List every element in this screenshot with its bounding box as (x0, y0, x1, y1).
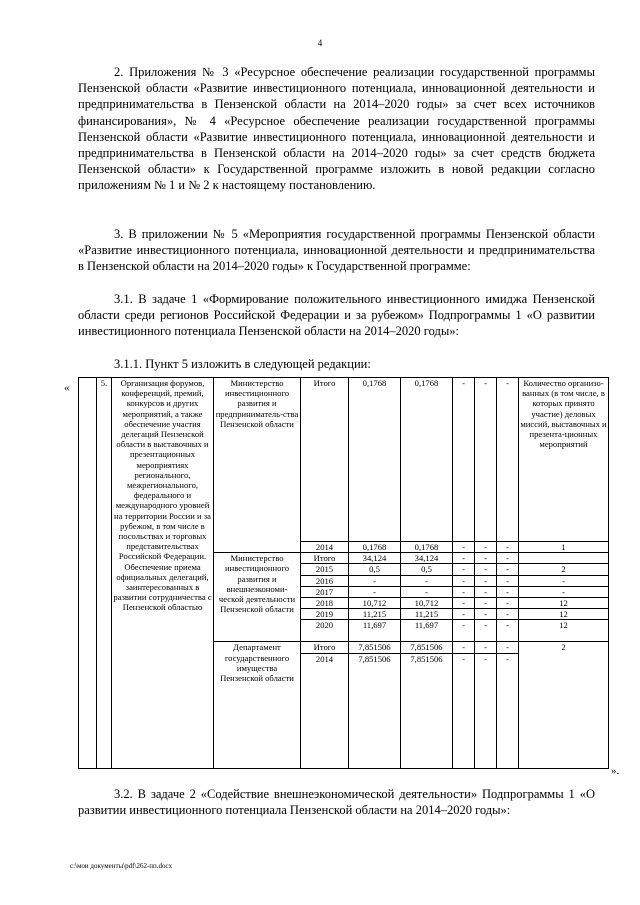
table-cell-dash: - (453, 542, 475, 553)
table-cell-regional: 11,697 (401, 620, 453, 642)
table-cell-total: 10,712 (349, 598, 401, 609)
table-cell-dash: - (475, 564, 497, 575)
paragraph-3-1-1: 3.1.1. Пункт 5 изложить в следующей редакции: (114, 357, 371, 371)
table-cell-executor-3: Департамент государственного имущества Пензенской области (214, 642, 301, 768)
table-cell-dash: - (497, 586, 519, 597)
table-cell-dash: - (497, 553, 519, 564)
table-cell-indicator-value: 12 (519, 620, 609, 642)
table-cell-dash: - (475, 620, 497, 642)
table-cell-indicator-value (519, 553, 609, 564)
table-cell-dash: - (453, 378, 475, 542)
table-cell-dash: - (497, 620, 519, 642)
table-cell-dash: - (497, 575, 519, 586)
table-cell-indicator: Количество организо-ванных (в том числе, в которых принято участие) деловых миссий, выставочных и презента-ционных мероприятий (519, 378, 609, 542)
table-cell-dash: - (475, 609, 497, 620)
table-cell-dash: - (497, 564, 519, 575)
table-cell-dash: - (453, 642, 475, 653)
table-cell-event: Организация форумов, конференций, премий, конкурсов и других мероприятий, а также обеспечение участия делегаций Пензенской области в выставочных и презентационных мероприятиях регионального, межрегионального, федерального и международного уровней на территории России и за рубежом, в том числе в посольствах и торговых представительствах Российской Федерации. Обеспечение приема официальных делегаций, заинтересованных в развитии сотрудничества с Пензенской областью (112, 378, 214, 769)
table-cell-total: 11,215 (349, 609, 401, 620)
table-cell-indicator-value: 12 (519, 609, 609, 620)
table-cell-regional: 10,712 (401, 598, 453, 609)
table-cell-dash: - (475, 542, 497, 553)
table-cell-regional: 34,124 (401, 553, 453, 564)
paragraph-3-1: 3.1. В задаче 1 «Формирование положительного инвестиционного имиджа Пензенской области среди регионов Российской Федерации и за рубежом» Подпрограммы 1 «О развитии инвестиционного потенциала Пензенской области на 2014–2020 годы»: (78, 292, 595, 339)
events-table (78, 377, 609, 769)
table-cell-indicator-value: - (519, 575, 609, 586)
table-cell-dash: - (497, 642, 519, 653)
table-cell-regional: - (401, 575, 453, 586)
table-cell-regional: 0,1768 (401, 542, 453, 553)
table-cell-total: - (349, 575, 401, 586)
table-cell-total: 7,851506 (349, 642, 401, 653)
table-cell-period: 2019 (301, 609, 349, 620)
table-cell-dash: - (497, 378, 519, 542)
table-cell-total: 34,124 (349, 553, 401, 564)
table-cell-regional: 7,851506 (401, 642, 453, 653)
paragraph-3-2: 3.2. В задаче 2 «Содействие внешнеэкономической деятельности» Подпрограммы 1 «О развитии инвестиционного потенциала Пензенской области на 2014–2020 годы»: (78, 787, 595, 818)
table-cell-indicator-value: 2 (519, 564, 609, 575)
table-cell-period: Итого (301, 642, 349, 653)
table-cell-dash: - (475, 586, 497, 597)
table-cell-total: 0,1768 (349, 378, 401, 542)
table-cell-total: - (349, 586, 401, 597)
table-cell-total: 0,5 (349, 564, 401, 575)
table-cell-period: 2015 (301, 564, 349, 575)
table-cell-dash: - (497, 542, 519, 553)
table-cell-dash: - (453, 598, 475, 609)
table-cell-total: 11,697 (349, 620, 401, 642)
table-cell-period: 2014 (301, 653, 349, 768)
table-cell-total: 0,1768 (349, 542, 401, 553)
table-cell-dash: - (453, 575, 475, 586)
table-cell-dash: - (475, 378, 497, 542)
table-row (79, 378, 609, 542)
table-cell-indicator-value: - (519, 586, 609, 597)
table-cell-period: Итого (301, 378, 349, 542)
paragraph-3: 3. В приложении № 5 «Мероприятия государственной программы Пензенской области «Развитие инвестиционного потенциала, инновационной деятельности и предпринимательства в Пензенской области на 2014–2020 годы» к Государственной программе: (78, 227, 595, 274)
paragraph-2: 2. Приложения № 3 «Ресурсное обеспечение реализации государственной программы Пензенской области «Развитие инвестиционного потенциала, инновационной деятельности и предпринимательства в Пензенской области на 2014–2020 годы» за счет всех источников финансирования», № 4 «Ресурсное обеспечение реализации государственной программы Пензенской области «Развитие инвестиционного потенциала, инновационной деятельности и предпринимательства в Пензенской области на 2014–2020 годы» за счет средств бюджета Пензенской области» к Государственной программе изложить в новой редакции согласно приложениям № 1 и № 2 к настоящему постановлению. (78, 65, 595, 193)
table-cell-period: Итого (301, 553, 349, 564)
table-cell-dash: - (453, 620, 475, 642)
table-cell-executor-2: Министерство инвестиционного развития и внешнеэкономи-ческой деятельности Пензенской области (214, 553, 301, 642)
table-cell-dash: - (453, 609, 475, 620)
quote-close-mark: ». (611, 765, 620, 777)
table-cell-dash: - (453, 564, 475, 575)
page-number: 4 (317, 38, 323, 48)
table-cell-dash: - (453, 653, 475, 768)
table-cell-executor-1: Министерство инвестиционного развития и предприниматель-ства Пензенской области (214, 378, 301, 553)
table-cell-regional: 7,851506 (401, 653, 453, 768)
table-cell-indicator-value: 1 (519, 542, 609, 553)
table-cell-number: 5. (97, 378, 112, 769)
table-cell-dash: - (453, 586, 475, 597)
file-path-footer: c:\мои документы\pdf\262-пп.docx (70, 862, 173, 870)
table-cell-period: 2020 (301, 620, 349, 642)
quote-open-mark: « (64, 382, 70, 394)
table-cell-dash: - (497, 598, 519, 609)
table-cell-regional: 0,1768 (401, 378, 453, 542)
table-cell-regional: 11,215 (401, 609, 453, 620)
table-cell-dash: - (475, 553, 497, 564)
table-cell-total: 7,851506 (349, 653, 401, 768)
table-cell-period: 2014 (301, 542, 349, 553)
table-cell-regional: 0,5 (401, 564, 453, 575)
table-cell-dash: - (497, 609, 519, 620)
table-cell-dash: - (453, 553, 475, 564)
table-cell-regional: - (401, 586, 453, 597)
table-cell-dash: - (475, 598, 497, 609)
table-cell-dash: - (475, 575, 497, 586)
table-cell-period: 2016 (301, 575, 349, 586)
table-cell-period: 2017 (301, 586, 349, 597)
table-cell-dash: - (497, 653, 519, 768)
table-cell-indicator-value: 12 (519, 598, 609, 609)
table-cell-blank (79, 378, 97, 769)
table-cell-period: 2018 (301, 598, 349, 609)
table-cell-dash: - (475, 653, 497, 768)
table-cell-indicator-value: 2 (519, 642, 609, 768)
table-cell-dash: - (475, 642, 497, 653)
